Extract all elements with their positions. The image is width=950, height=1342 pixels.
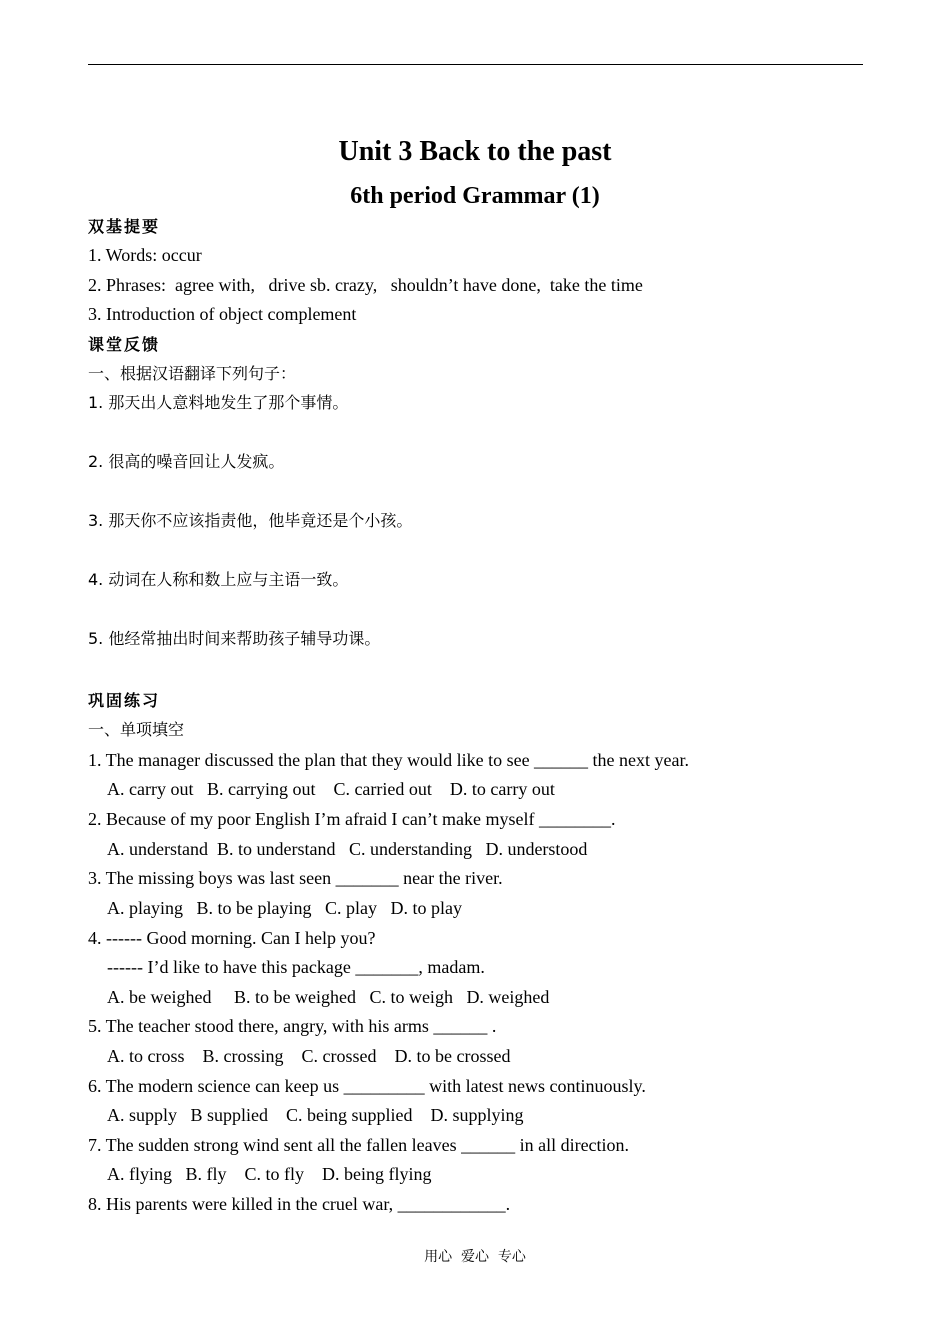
- question-options: A. carry out B. carrying out C. carried out D. to carry out: [107, 779, 555, 799]
- section-heading-practice: 巩固练习: [88, 691, 161, 710]
- question-options: A. to cross B. crossing C. crossed D. to be crossed: [107, 1046, 511, 1066]
- basics-item: 2. Phrases: agree with, drive sb. crazy, shouldn’t have done, take the time: [88, 275, 643, 295]
- translation-sentence: 2. 很高的噪音回让人发疯。: [88, 452, 285, 471]
- translation-sentence: 4. 动词在人称和数上应与主语一致。: [88, 570, 349, 589]
- question-stem: 5. The teacher stood there, angry, with his arms ______ .: [88, 1016, 497, 1036]
- basics-item: 3. Introduction of object complement: [88, 304, 357, 324]
- question-options: A. be weighed B. to be weighed C. to weigh D. weighed: [107, 987, 550, 1007]
- question-stem: 2. Because of my poor English I’m afraid I can’t make myself ________.: [88, 809, 616, 829]
- question-options: A. playing B. to be playing C. play D. to play: [107, 898, 462, 918]
- question-options: A. supply B supplied C. being supplied D. supplying: [107, 1105, 524, 1125]
- page-footer: 用心 爱心 专心: [424, 1249, 526, 1265]
- question-stem: 1. The manager discussed the plan that they would like to see ______ the next year.: [88, 750, 690, 770]
- page-title: Unit 3 Back to the past: [338, 136, 612, 167]
- question-stem: 4. ------ Good morning. Can I help you?: [88, 928, 376, 948]
- translation-sentence: 1. 那天出人意料地发生了那个事情。: [88, 393, 349, 412]
- feedback-instruction: 一、根据汉语翻译下列句子：: [88, 364, 297, 383]
- practice-instruction: 一、单项填空: [88, 720, 185, 739]
- translation-sentence: 5. 他经常抽出时间来帮助孩子辅导功课。: [88, 629, 381, 648]
- question-stem: 7. The sudden strong wind sent all the fallen leaves ______ in all direction.: [88, 1135, 630, 1155]
- section-heading-feedback: 课堂反馈: [88, 335, 161, 354]
- question-stem-continued: ------ I’d like to have this package _______, madam.: [107, 957, 485, 977]
- question-options: A. flying B. fly C. to fly D. being flying: [107, 1164, 432, 1184]
- basics-item: 1. Words: occur: [88, 245, 202, 265]
- header-rule: [88, 64, 863, 65]
- section-heading-basics: 双基提要: [88, 217, 161, 236]
- question-stem: 6. The modern science can keep us _________ with latest news continuously.: [88, 1076, 646, 1096]
- translation-sentence: 3. 那天你不应该指责他，他毕竟还是个小孩。: [88, 511, 413, 530]
- question-stem: 8. His parents were killed in the cruel war, ____________.: [88, 1194, 511, 1214]
- question-options: A. understand B. to understand C. understanding D. understood: [107, 839, 588, 859]
- question-stem: 3. The missing boys was last seen _______ near the river.: [88, 868, 503, 888]
- page-subtitle: 6th period Grammar (1): [350, 183, 600, 209]
